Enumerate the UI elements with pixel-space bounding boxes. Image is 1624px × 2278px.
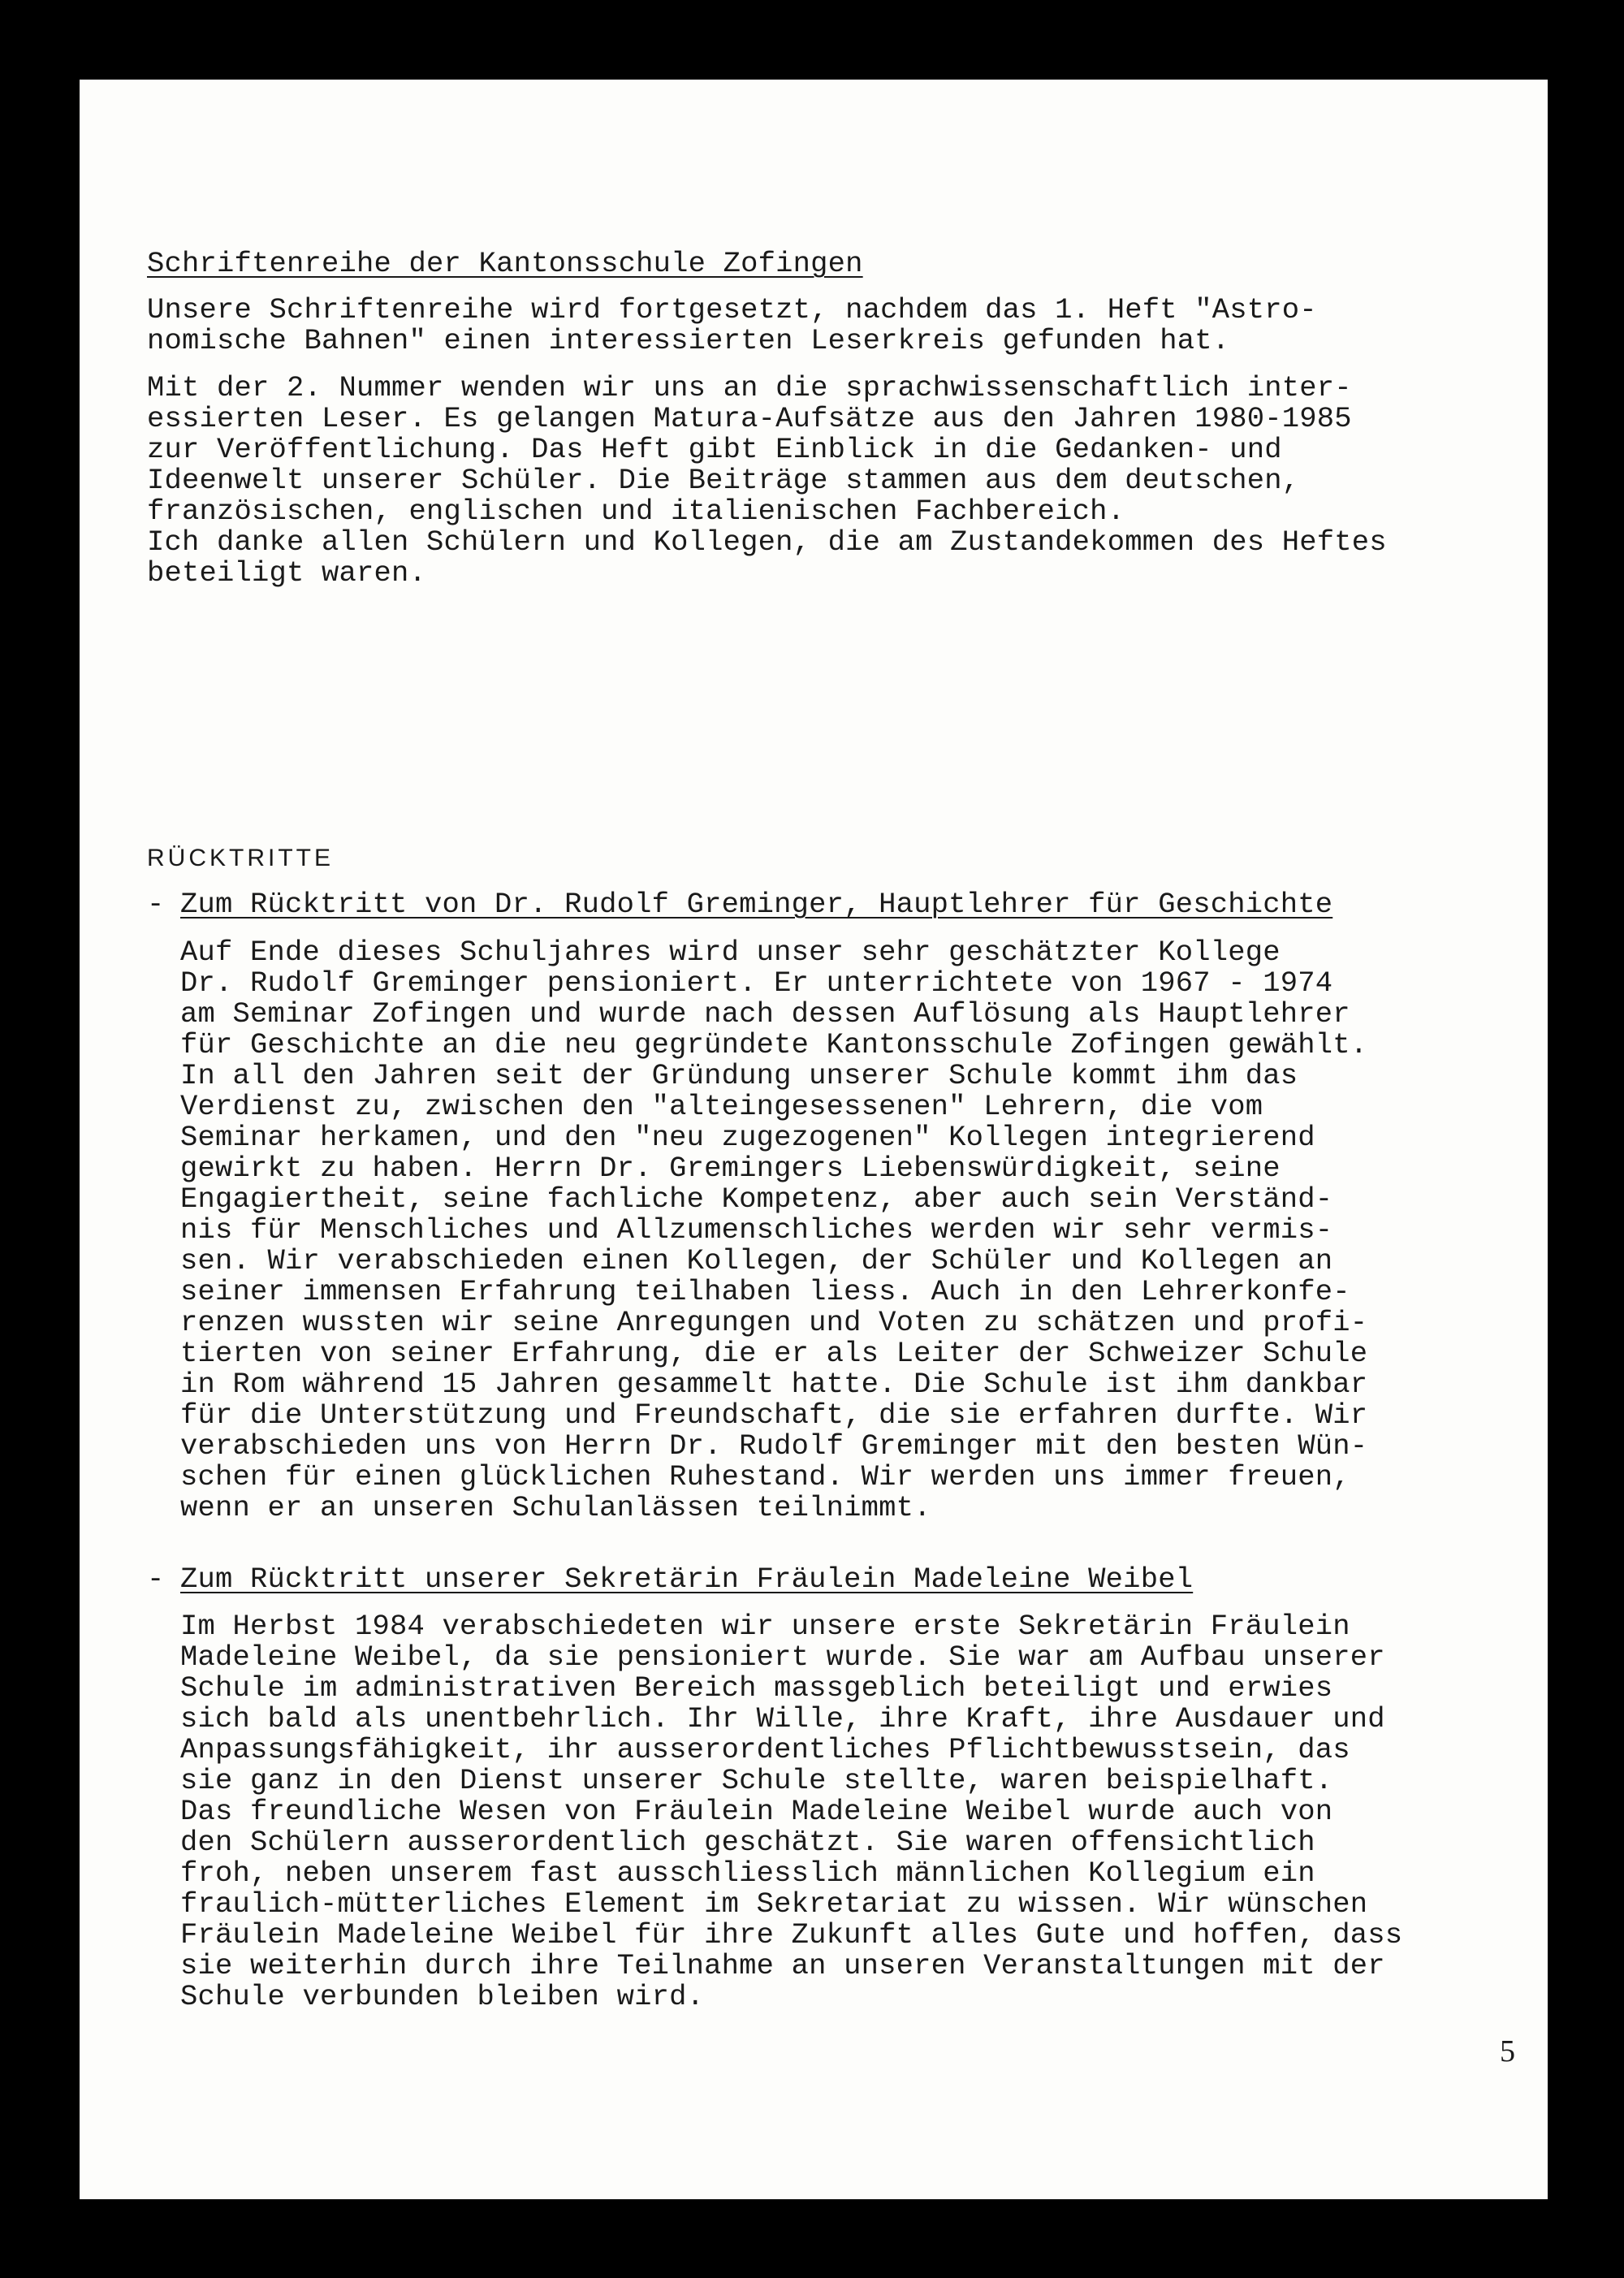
paragraph-line: Mit der 2. Nummer wenden wir uns an die sprachwissenschaftlich inter- [147, 371, 1352, 404]
paragraph-line: Engagiertheit, seine fachliche Kompetenz, aber auch sein Verständ- [180, 1182, 1333, 1216]
paragraph-line: Ideenwelt unserer Schüler. Die Beiträge stammen aus dem deutschen, [147, 464, 1300, 497]
list-dash: - [147, 888, 165, 921]
paragraph-line: am Seminar Zofingen und wurde nach dessen Auflösung als Hauptlehrer [180, 997, 1350, 1031]
paragraph-line: Im Herbst 1984 verabschiedeten wir unsere erste Sekretärin Fräulein [180, 1610, 1350, 1643]
paragraph-line: essierten Leser. Es gelangen Matura-Aufsätze aus den Jahren 1980-1985 [147, 402, 1352, 435]
paragraph-line: den Schülern ausserordentlich geschätzt. Sie waren offensichtlich [180, 1826, 1315, 1859]
paragraph-line: zur Veröffentlichung. Das Heft gibt Einblick in die Gedanken- und [147, 433, 1282, 466]
paragraph-line: sie ganz in den Dienst unserer Schule stellte, waren beispielhaft. [180, 1764, 1333, 1797]
paragraph-line: Auf Ende dieses Schuljahres wird unser sehr geschätzter Kollege [180, 936, 1281, 969]
paragraph-line: nis für Menschliches und Allzumenschliches werden wir sehr vermis- [180, 1213, 1333, 1247]
paragraph-line: Fräulein Madeleine Weibel für ihre Zukunft alles Gute und hoffen, dass [180, 1918, 1403, 1952]
paragraph-line: sich bald als unentbehrlich. Ihr Wille, ihre Kraft, ihre Ausdauer und [180, 1702, 1385, 1736]
paragraph-line: renzen wussten wir seine Anregungen und Voten zu schätzen und profi- [180, 1306, 1368, 1339]
paragraph-line: Schule im administrativen Bereich massgeblich beteiligt und erwies [180, 1671, 1333, 1705]
paragraph-line: froh, neben unserem fast ausschliesslich männlichen Kollegium ein [180, 1857, 1315, 1890]
paragraph-line: sie weiterhin durch ihre Teilnahme an unseren Veranstaltungen mit der [180, 1949, 1385, 1982]
paragraph-line: tierten von seiner Erfahrung, die er als Leiter der Schweizer Schule [180, 1337, 1368, 1370]
paragraph-line: Seminar herkamen, und den "neu zugezogenen" Kollegen integrierend [180, 1121, 1315, 1154]
paragraph-line: Verdienst zu, zwischen den "alteingesessenen" Lehrern, die vom [180, 1090, 1263, 1123]
paragraph-line: beteiligt waren. [147, 556, 427, 590]
list-dash: - [147, 1563, 165, 1596]
paragraph-line: Ich danke allen Schülern und Kollegen, die am Zustandekommen des Heftes [147, 525, 1387, 559]
paragraph-line: nomische Bahnen" einen interessierten Leserkreis gefunden hat. [147, 324, 1230, 357]
item-title-weibel: Zum Rücktritt unserer Sekretärin Fräulein Madeleine Weibel [180, 1563, 1194, 1596]
paragraph-line: verabschieden uns von Herrn Dr. Rudolf Greminger mit den besten Wün- [180, 1429, 1368, 1463]
paragraph-line: in Rom während 15 Jahren gesammelt hatte. Die Schule ist ihm dankbar [180, 1368, 1368, 1401]
paragraph-line: sen. Wir verabschieden einen Kollegen, der Schüler und Kollegen an [180, 1244, 1333, 1277]
paragraph-line: Schule verbunden bleiben wird. [180, 1980, 705, 2013]
item-title-greminger: Zum Rücktritt von Dr. Rudolf Greminger, Hauptlehrer für Geschichte [180, 888, 1333, 921]
paragraph-line: wenn er an unseren Schulanlässen teilnimmt. [180, 1491, 931, 1524]
paragraph-line: schen für einen glücklichen Ruhestand. Wir werden uns immer freuen, [180, 1460, 1350, 1493]
paragraph-line: seiner immensen Erfahrung teilhaben liess. Auch in den Lehrerkonfe- [180, 1275, 1350, 1308]
section-title-schriftenreihe: Schriftenreihe der Kantonsschule Zofingen [147, 247, 863, 280]
paragraph-line: für die Unterstützung und Freundschaft, die sie erfahren durfte. Wir [180, 1398, 1368, 1432]
paragraph-line: Dr. Rudolf Greminger pensioniert. Er unterrichtete von 1967 - 1974 [180, 966, 1333, 1000]
paragraph-line: fraulich-mütterliches Element im Sekretariat zu wissen. Wir wünschen [180, 1887, 1368, 1921]
paragraph-line: französischen, englischen und italienischen Fachbereich. [147, 495, 1125, 528]
paragraph-line: Das freundliche Wesen von Fräulein Madeleine Weibel wurde auch von [180, 1795, 1333, 1828]
paragraph-line: Unsere Schriftenreihe wird fortgesetzt, nachdem das 1. Heft "Astro- [147, 293, 1317, 326]
paragraph-line: Madeleine Weibel, da sie pensioniert wurde. Sie war am Aufbau unserer [180, 1640, 1385, 1674]
paragraph-line: gewirkt zu haben. Herrn Dr. Gremingers Liebenswürdigkeit, seine [180, 1152, 1281, 1185]
document-page [80, 80, 1548, 2199]
paragraph-line: für Geschichte an die neu gegründete Kantonsschule Zofingen gewählt. [180, 1028, 1368, 1061]
page-number: 5 [1500, 2034, 1515, 2068]
paragraph-line: Anpassungsfähigkeit, ihr ausserordentliches Pflichtbewusstsein, das [180, 1733, 1350, 1766]
section-label-ruecktritte: RÜCKTRITTE [147, 845, 334, 871]
paragraph-line: In all den Jahren seit der Gründung unserer Schule kommt ihm das [180, 1059, 1298, 1092]
